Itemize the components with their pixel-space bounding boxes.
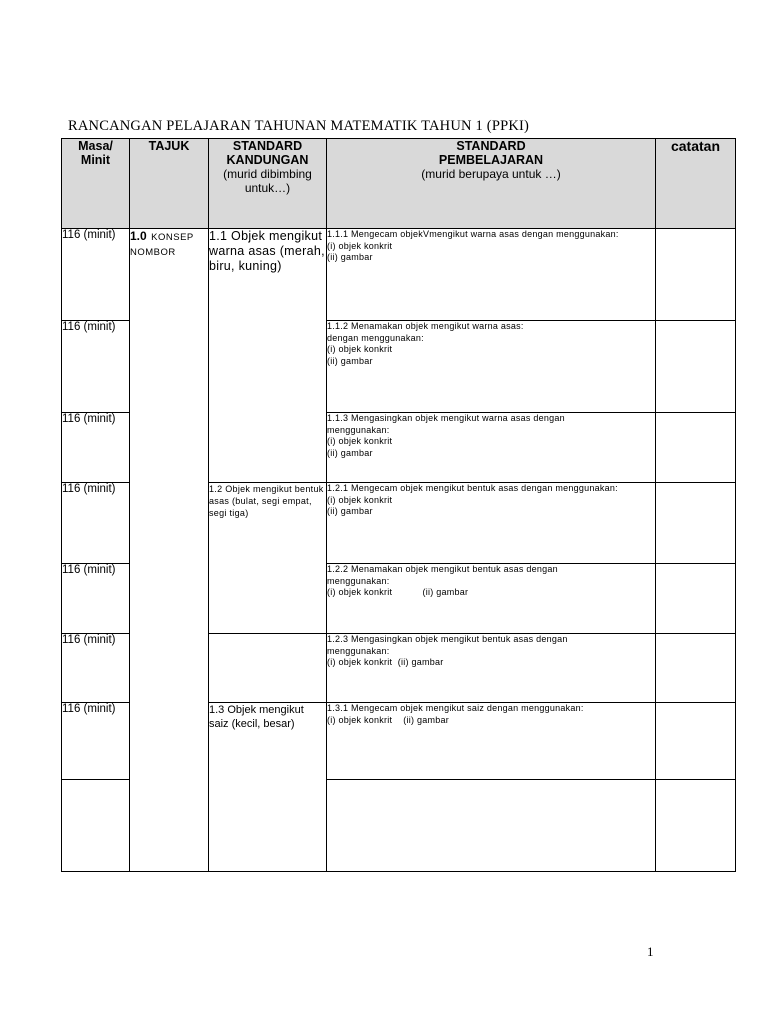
pembelajaran-line: 1.2.2 Menamakan objek mengikut bentuk asas dengan [327, 564, 558, 574]
pembelajaran-line: 1.3.1 Mengecam objek mengikut saiz dengan menggunakan: [327, 703, 584, 713]
table-header-row [62, 139, 736, 229]
pembelajaran-cell [327, 321, 656, 413]
pembelajaran-line: (i) objek konkrit (ii) gambar [327, 657, 444, 667]
pembelajaran-line: (ii) gambar [327, 447, 373, 458]
catatan-cell [656, 780, 736, 872]
catatan-cell [656, 229, 736, 321]
header-pembelajaran-sub: (murid berupaya untuk …) [421, 167, 561, 181]
pembelajaran-cell [327, 780, 656, 872]
catatan-cell [656, 483, 736, 564]
pembelajaran-line: dengan menggunakan: [327, 332, 424, 343]
pembelajaran-line: (i) objek konkrit [327, 436, 393, 446]
tajuk-number: 1.0 [130, 229, 147, 243]
catatan-cell [656, 413, 736, 483]
header-kandungan-sub: (murid dibimbing untuk…) [223, 167, 312, 195]
header-masa: Masa/ Minit [62, 139, 130, 229]
tajuk-cell [130, 229, 209, 872]
header-kandungan-line2: KANDUNGAN [226, 153, 309, 167]
pembelajaran-cell [327, 483, 656, 564]
masa-cell: 116 (minit) [62, 229, 130, 321]
pembelajaran-line: 1.1.3 Mengasingkan objek mengikut warna asas dengan [327, 413, 565, 423]
pembelajaran-line: (i) objek konkrit [327, 344, 393, 354]
header-standard-pembelajaran [327, 139, 656, 229]
pembelajaran-cell [327, 703, 656, 780]
catatan-cell [656, 703, 736, 780]
header-tajuk: TAJUK [130, 139, 209, 229]
kandungan-cell: 1.1 Objek mengikut warna asas (merah, biru, kuning) [209, 229, 327, 483]
pembelajaran-cell [327, 229, 656, 321]
catatan-cell [656, 564, 736, 634]
masa-cell: 116 (minit) [62, 634, 130, 703]
masa-cell [62, 780, 130, 872]
masa-cell: 116 (minit) [62, 321, 130, 413]
header-pembelajaran-line2: PEMBELAJARAN [438, 153, 544, 167]
pembelajaran-line: menggunakan: [327, 424, 390, 435]
pembelajaran-line: 1.2.3 Mengasingkan objek mengikut bentuk asas dengan [327, 634, 568, 644]
kandungan-cell-empty [209, 634, 327, 703]
pembelajaran-line: 1.2.1 Mengecam objek mengikut bentuk asas dengan menggunakan: [327, 483, 618, 493]
pembelajaran-line: 1.1.1 Mengecam objekVmengikut warna asas dengan menggunakan: [327, 229, 619, 239]
masa-cell: 116 (minit) [62, 413, 130, 483]
page-number: 1 [647, 944, 654, 959]
pembelajaran-cell [327, 413, 656, 483]
masa-cell: 116 (minit) [62, 703, 130, 780]
pembelajaran-line: (ii) gambar [327, 355, 373, 366]
masa-cell: 116 (minit) [62, 483, 130, 564]
pembelajaran-cell [327, 564, 656, 634]
pembelajaran-line: (i) objek konkrit (ii) gambar [327, 714, 450, 725]
lesson-plan-table [61, 138, 736, 872]
catatan-cell [656, 634, 736, 703]
document-title: RANCANGAN PELAJARAN TAHUNAN MATEMATIK TAHUN 1 (PPKI) [68, 118, 530, 134]
tajuk-text: KONSEP NOMBOR [130, 232, 194, 258]
table-row [62, 229, 736, 321]
header-catatan: catatan [656, 139, 736, 229]
kandungan-cell: 1.3 Objek mengikut saiz (kecil, besar) [209, 703, 327, 872]
pembelajaran-line: (i) objek konkrit (ii) gambar [327, 587, 469, 597]
pembelajaran-line: (i) objek konkrit [327, 240, 393, 251]
header-standard-kandungan [209, 139, 327, 229]
header-kandungan-line1: STANDARD [232, 139, 303, 153]
masa-cell: 116 (minit) [62, 564, 130, 634]
pembelajaran-line: (ii) gambar [327, 506, 373, 516]
pembelajaran-cell [327, 634, 656, 703]
pembelajaran-line: (ii) gambar [327, 252, 373, 262]
pembelajaran-line: 1.1.2 Menamakan objek mengikut warna asas: [327, 321, 524, 331]
pembelajaran-line: menggunakan: [327, 575, 390, 586]
catatan-cell [656, 321, 736, 413]
header-pembelajaran-line1: STANDARD [456, 139, 526, 153]
pembelajaran-line: (i) objek konkrit [327, 494, 393, 505]
kandungan-cell: 1.2 Objek mengikut bentuk asas (bulat, segi empat, segi tiga) [209, 483, 327, 634]
pembelajaran-line: menggunakan: [327, 645, 390, 656]
